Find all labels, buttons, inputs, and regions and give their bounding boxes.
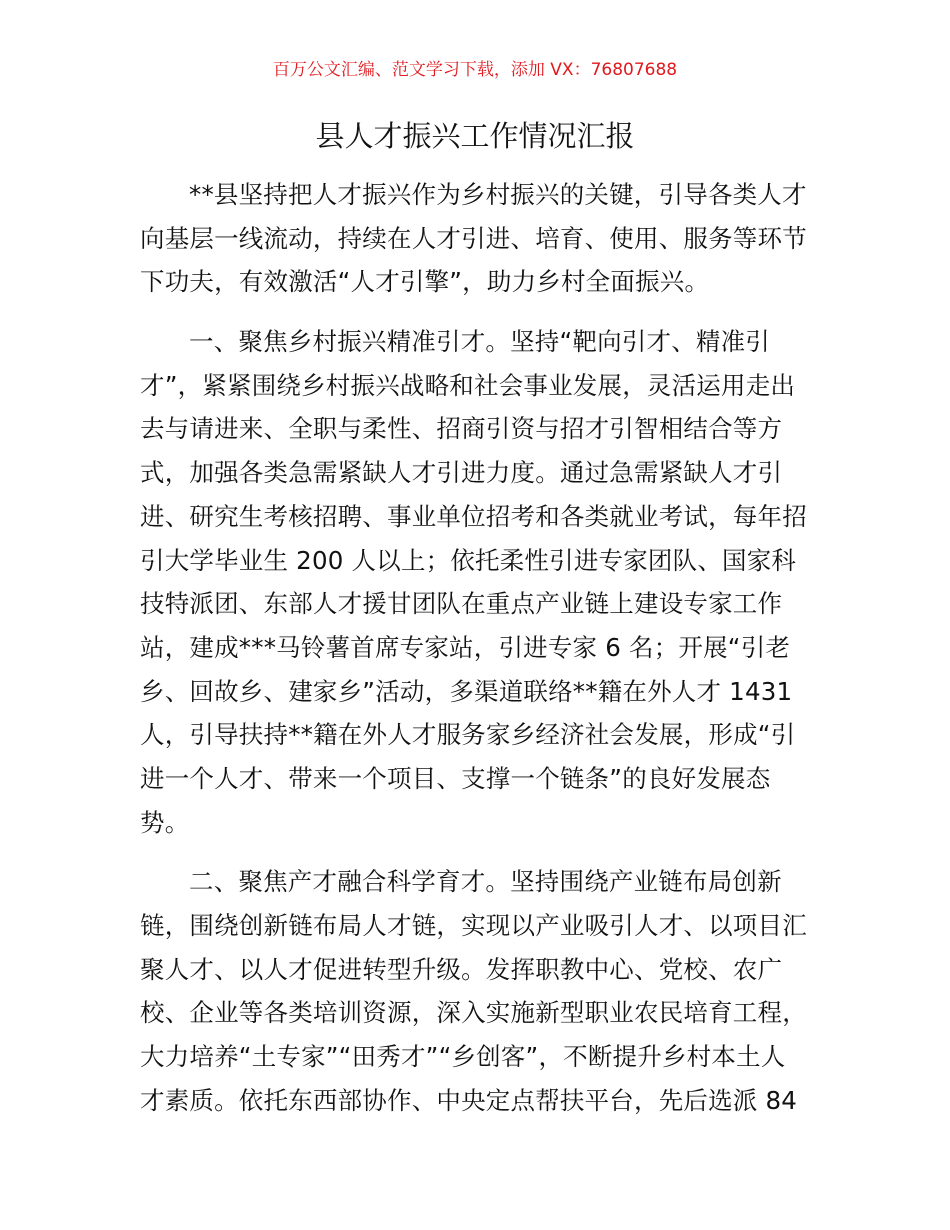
paragraph-gap <box>140 844 812 860</box>
paragraph-line: 势。 <box>140 807 190 837</box>
paragraph <box>140 320 812 844</box>
paragraph-line: 引大学毕业生 200 人以上；依托柔性引进专家团队、国家科 <box>140 545 797 575</box>
header-watermark-note: 百万公文汇编、范文学习下载，添加 VX：76807688 <box>272 60 678 80</box>
paragraph-line: 式，加强各类急需紧缺人才引进力度。通过急需紧缺人才引 <box>140 458 783 488</box>
paragraph-line: 人，引导扶持**籍在外人才服务家乡经济社会发展，形成“引 <box>140 720 796 750</box>
paragraph-line: 去与请进来、全职与柔性、招商引资与招才引智相结合等方 <box>140 414 783 444</box>
paragraph <box>140 860 812 1122</box>
paragraph-line: 一、聚焦乡村振兴精准引才。坚持“靶向引才、精准引 <box>189 327 770 357</box>
paragraph-line: 才素质。依托东西部协作、中央定点帮扶平台，先后选派 84 <box>140 1085 798 1115</box>
paragraph-line: 才”，紧紧围绕乡村振兴战略和社会事业发展，灵活运用走出 <box>140 370 796 400</box>
paragraph-line: 向基层一线流动，持续在人才引进、培育、使用、服务等环节 <box>140 223 807 253</box>
page-title: 县人才振兴工作情况汇报 <box>315 119 635 153</box>
paragraph-line: 下功夫，有效激活“人才引擎”，助力乡村全面振兴。 <box>140 267 710 297</box>
paragraph-line: 进一个人才、带来一个项目、支撑一个链条”的良好发展态 <box>140 763 771 793</box>
paragraph <box>140 173 812 304</box>
paragraph-line: 大力培养“土专家”“田秀才”“乡创客”，不断提升乡村本土人 <box>140 1042 786 1072</box>
paragraph-line: 链，围绕创新链布局人才链，实现以产业吸引人才、以项目汇 <box>140 911 807 940</box>
paragraph-line: **县坚持把人才振兴作为乡村振兴的关键，引导各类人才 <box>189 180 807 209</box>
paragraph-line: 聚人才、以人才促进转型升级。发挥职教中心、党校、农广 <box>140 954 783 984</box>
paragraph-line: 校、企业等各类培训资源，深入实施新型职业农民培育工程， <box>140 998 807 1028</box>
paragraph-line: 乡、回故乡、建家乡”活动，多渠道联络**籍在外人才 1431 <box>140 676 793 706</box>
document-body <box>140 173 812 1122</box>
paragraph-line: 二、聚焦产才融合科学育才。坚持围绕产业链布局创新 <box>189 867 782 897</box>
paragraph-line: 进、研究生考核招聘、事业单位招考和各类就业考试，每年招 <box>140 501 807 531</box>
paragraph-line: 站，建成***马铃薯首席专家站，引进专家 6 名；开展“引老 <box>140 632 791 662</box>
paragraph-line: 技特派团、东部人才援甘团队在重点产业链上建设专家工作 <box>140 589 783 619</box>
paragraph-gap <box>140 304 812 320</box>
